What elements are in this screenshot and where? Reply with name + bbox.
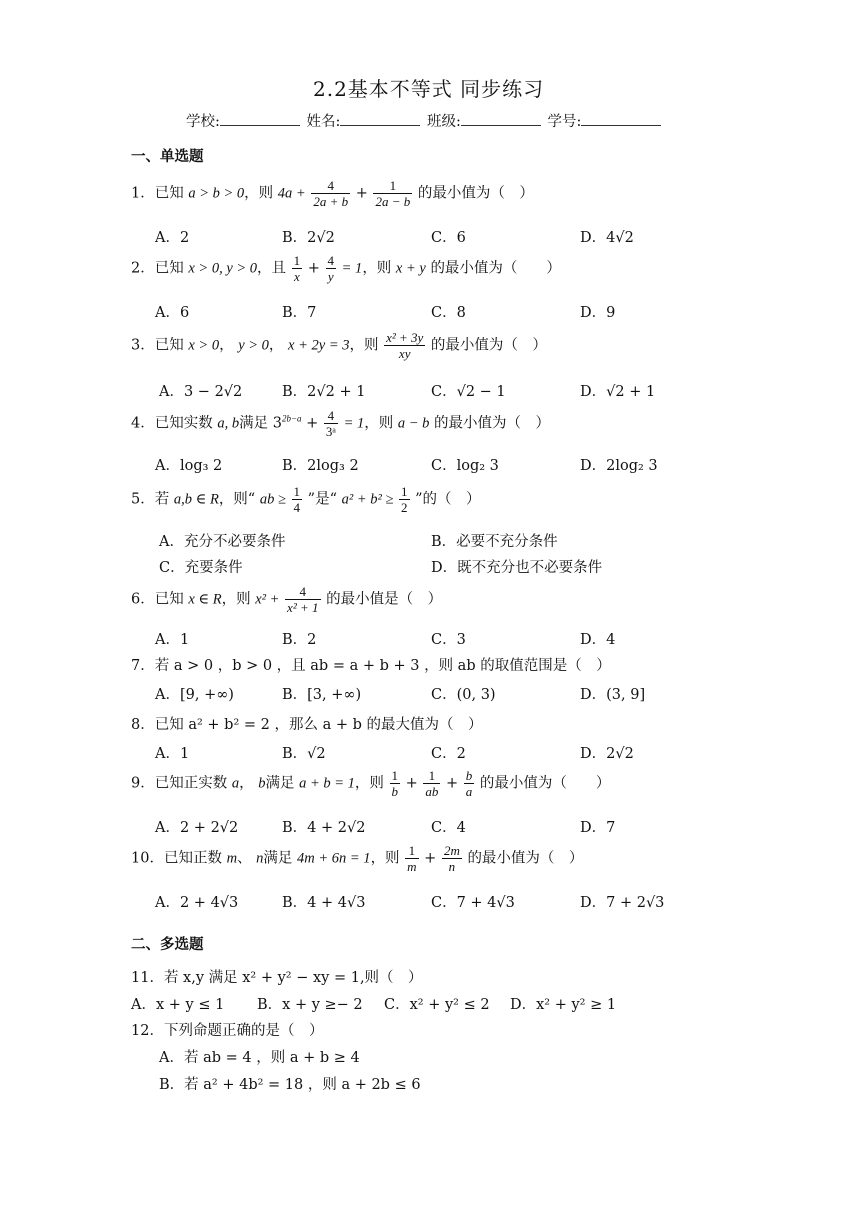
q9-pre: 已知正实数 [154,775,228,792]
q4-number: 4． [131,415,155,432]
q10-number: 10． [131,850,164,867]
q2-number: 2． [131,260,155,277]
q7-option-a[interactable]: A．[9, +∞) [155,687,234,703]
q9-fraction-3 [464,768,475,799]
q3-sep-2: ， [268,337,284,354]
q9-var-b: b [258,775,266,792]
q2-eq: = 1 [341,260,363,277]
q3-fraction [384,330,425,361]
q7-option-d[interactable]: D．(3, 9] [580,687,646,703]
q1-cond: a > b > 0 [188,185,245,202]
q6-post: 的最小值是（ ） [326,591,443,608]
q5-fraction-2 [399,484,410,515]
q10-cond: 4m + 6n = 1 [297,850,371,867]
q6-number: 6． [131,591,155,608]
q3-option-d[interactable]: D．√2 + 1 [580,384,656,400]
q9-sep: ， [239,775,254,792]
q5-cond: a,b ∈ R [173,491,219,508]
question-8 [131,713,482,734]
q6-mid: ，则 [221,591,251,608]
school-label: 学校: [186,114,220,130]
q4-option-a[interactable]: A．log₃ 2 [155,458,223,474]
q4-f-den: 3ᵃ [325,424,336,439]
q12-option-b[interactable]: B．若 a² + 4b² = 18 ，则 a + 2b ≤ 6 [159,1077,421,1093]
q10-option-d[interactable]: D．7 + 2√3 [580,895,665,911]
q1-f1-num: 4 [311,178,350,194]
q9-post: 的最小值为（ ） [479,775,611,792]
q3-option-a[interactable]: A．3 − 2√2 [159,384,243,400]
q9-option-a[interactable]: A．2 + 2√2 [155,820,239,836]
q3-option-b[interactable]: B．2√2 + 1 [282,384,366,400]
q5-mid2: ”是“ [307,491,337,508]
q3-option-c[interactable]: C．√2 − 1 [431,384,506,400]
q9-cond: a + b = 1 [299,775,355,792]
q4-mid: 满足 [239,415,269,432]
q4-vars: a, b [217,415,240,432]
q10-option-c[interactable]: C．7 + 4√3 [431,895,515,911]
q1-option-d[interactable]: D．4√2 [580,230,634,246]
q2-f1-num: 1 [293,253,301,268]
q5-option-a[interactable]: A．充分不必要条件 [159,534,286,550]
q9-plus-2: + [445,775,459,792]
student-info-line [186,110,663,131]
q6-option-b[interactable]: B．2 [282,632,317,648]
q9-f2-num: 1 [423,768,440,784]
q9-f1-num: 1 [391,768,398,783]
q1-post: 的最小值为（ ） [417,185,534,202]
q9-fraction-2 [423,768,440,799]
q8-option-a[interactable]: A．1 [155,746,190,762]
q10-option-b[interactable]: B．4 + 4√3 [282,895,366,911]
q11-option-d[interactable]: D．x² + y² ≥ 1 [510,997,617,1013]
q9-mid: 满足 [265,775,295,792]
q9-f3-num: b [465,768,473,783]
question-3 [131,330,547,361]
q9-f2-den: ab [425,784,439,799]
q11-text: 若 x,y 满足 x² + y² − xy = 1,则（ ） [163,970,423,986]
q1-fraction-1 [311,178,350,209]
q10-f2-num: 2m [443,843,460,858]
q8-option-c[interactable]: C．2 [431,746,466,762]
q2-option-d[interactable]: D．9 [580,305,616,321]
q9-mid2: ，则 [354,775,384,792]
q5-option-d[interactable]: D．既不充分也不必要条件 [431,560,603,576]
q1-term: 4a + [277,185,306,202]
q5-expr-1: ab ≥ [259,491,286,508]
q9-option-b[interactable]: B．4 + 2√2 [282,820,366,836]
q5-fraction-1 [292,484,303,515]
q5-f2-den: 2 [401,500,408,515]
q9-f3-den: a [465,784,473,799]
q4-mid2: ，则 [364,415,394,432]
q3-cond-3: x + 2y = 3 [288,337,350,354]
q10-f1-num: 1 [405,843,418,859]
q1-mid: ，则 [244,185,274,202]
q2-cond: x > 0, y > 0 [188,260,258,277]
q12-option-a[interactable]: A．若 ab = 4 ，则 a + b ≥ 4 [159,1050,360,1066]
section-single-choice: 一、单选题 [131,148,204,165]
q3-number: 3． [131,337,155,354]
q1-option-b[interactable]: B．2√2 [282,230,335,246]
q1-f1-den: 2a + b [313,194,349,209]
q4-pre: 已知实数 [154,415,213,432]
name-blank[interactable] [340,113,420,126]
section-multi-choice: 二、多选题 [131,936,204,953]
q3-post: 的最小值为（ ） [430,337,547,354]
question-10 [131,843,583,874]
question-9 [131,768,610,799]
q10-plus: + [424,850,437,867]
q10-f1-den: m [407,859,417,874]
question-12 [131,1019,323,1040]
q4-option-d[interactable]: D．2log₂ 3 [580,458,658,474]
q1-number: 1． [131,185,155,202]
q3-cond-1: x > 0 [188,337,220,354]
q5-f1-den: 4 [293,500,301,515]
id-blank[interactable] [581,113,661,126]
q10-f2-den: n [448,859,456,874]
q2-mid: ，且 [257,260,287,277]
q4-base: 3 [272,415,282,432]
q1-f2-num: 1 [373,178,412,194]
q10-fraction-2 [442,843,462,874]
q10-var-m: m [226,850,238,867]
q6-option-d[interactable]: D．4 [580,632,616,648]
q2-f2-den: y [327,269,334,284]
name-label: 姓名: [306,114,341,130]
q5-mid: ，则“ [218,491,256,508]
q9-plus-1: + [405,775,418,792]
class-label: 班级: [427,114,461,130]
q7-text: 若 a > 0 ，b > 0 ，且 ab = a + b + 3 ，则 ab 的取值范围是（ ） [154,658,611,674]
q10-option-a[interactable]: A．2 + 4√3 [155,895,239,911]
q4-option-b[interactable]: B．2log₃ 2 [282,458,359,474]
q3-mid: ，则 [349,337,379,354]
q4-plus: + [306,415,319,432]
q6-option-a[interactable]: A．1 [155,632,190,648]
question-2 [131,253,561,284]
q10-post: 的最小值为（ ） [467,850,584,867]
q2-expr: x + y [395,260,426,277]
q4-option-c[interactable]: C．log₂ 3 [431,458,499,474]
q2-option-b[interactable]: B．7 [282,305,317,321]
q9-option-d[interactable]: D．7 [580,820,616,836]
q2-option-c[interactable]: C．8 [431,305,466,321]
q5-f2-num: 1 [401,484,408,499]
q8-text: 已知 a² + b² = 2 ，那么 a + b 的最大值为（ ） [154,717,483,733]
q9-option-c[interactable]: C．4 [431,820,466,836]
q11-option-b[interactable]: B．x + y ≥− 2 [257,997,363,1013]
q2-f1-den: x [294,269,300,284]
class-blank[interactable] [461,113,541,126]
q6-fraction [285,584,320,615]
q6-f-den: x² + 1 [287,600,319,615]
q7-option-c[interactable]: C．(0, 3) [431,687,496,703]
q10-pre: 已知正数 [163,850,222,867]
question-5 [131,484,481,515]
q5-pre: 若 [154,491,170,508]
q4-fraction [324,408,338,439]
school-blank[interactable] [220,113,300,126]
q4-post: 的最小值为（ ） [434,415,550,432]
q7-option-b[interactable]: B．[3, +∞) [282,687,362,703]
q11-option-a[interactable]: A．x + y ≤ 1 [131,997,225,1013]
q1-plus: + [355,185,368,202]
q8-option-d[interactable]: D．2√2 [580,746,634,762]
q4-exponent: 2b−a [281,413,302,424]
q4-f-num: 4 [324,408,338,424]
question-7 [131,654,611,675]
q2-fraction-1 [292,253,303,284]
q6-cond: x ∈ R [188,591,222,608]
q3-f-num: x² + 3y [386,330,424,345]
q12-number: 12． [131,1023,164,1039]
q5-post: ”的（ ） [415,491,481,508]
q2-plus: + [307,260,320,277]
q9-f1-den: b [391,784,398,799]
q5-option-c[interactable]: C．充要条件 [159,560,243,576]
q9-number: 9． [131,775,155,792]
q10-var-n: n [256,850,264,867]
q10-fraction-1 [405,843,418,874]
q9-fraction-1 [390,768,401,799]
q3-sep-1: ， [219,337,234,354]
q5-option-b[interactable]: B．必要不充分条件 [431,534,558,550]
q2-mid2: ，则 [362,260,392,277]
page-title: 2.2基本不等式 同步练习 [313,77,545,101]
q10-sep: 、 [237,850,252,867]
q3-f-den: xy [398,346,411,361]
q2-option-a[interactable]: A．6 [155,305,190,321]
q12-text: 下列命题正确的是（ ） [163,1023,324,1039]
q11-number: 11． [131,970,164,986]
q5-f1-num: 1 [293,484,301,499]
q2-fraction-2 [326,253,337,284]
q2-pre: 已知 [154,260,184,277]
q10-mid: 满足 [263,850,293,867]
q4-eq: = 1 [343,415,365,432]
q1-pre: 已知 [154,185,184,202]
q5-number: 5． [131,491,155,508]
question-1 [131,178,534,209]
question-6 [131,584,442,615]
q6-f-num: 4 [285,584,320,600]
q2-post: 的最小值为（ ） [430,260,561,277]
q6-option-c[interactable]: C．3 [431,632,466,648]
q1-fraction-2 [373,178,412,209]
q1-f2-den: 2a − b [375,194,411,209]
q3-cond-2: y > 0 [238,337,269,354]
q1-option-c[interactable]: C．6 [431,230,466,246]
q6-pre: 已知 [154,591,184,608]
q10-mid2: ，则 [370,850,400,867]
q5-expr-2: a² + b² ≥ [341,491,394,508]
id-label: 学号: [547,114,582,130]
q1-option-a[interactable]: A．2 [155,230,190,246]
question-4 [131,408,550,439]
q9-var-a: a [231,775,240,792]
q7-number: 7． [131,658,155,674]
q8-option-b[interactable]: B．√2 [282,746,326,762]
question-11 [131,966,423,987]
q11-option-c[interactable]: C．x² + y² ≤ 2 [384,997,490,1013]
q6-expr: x² + [255,591,280,608]
q3-pre: 已知 [154,337,184,354]
q4-expr: a − b [397,415,430,432]
q8-number: 8． [131,717,155,733]
q2-f2-num: 4 [327,253,335,268]
